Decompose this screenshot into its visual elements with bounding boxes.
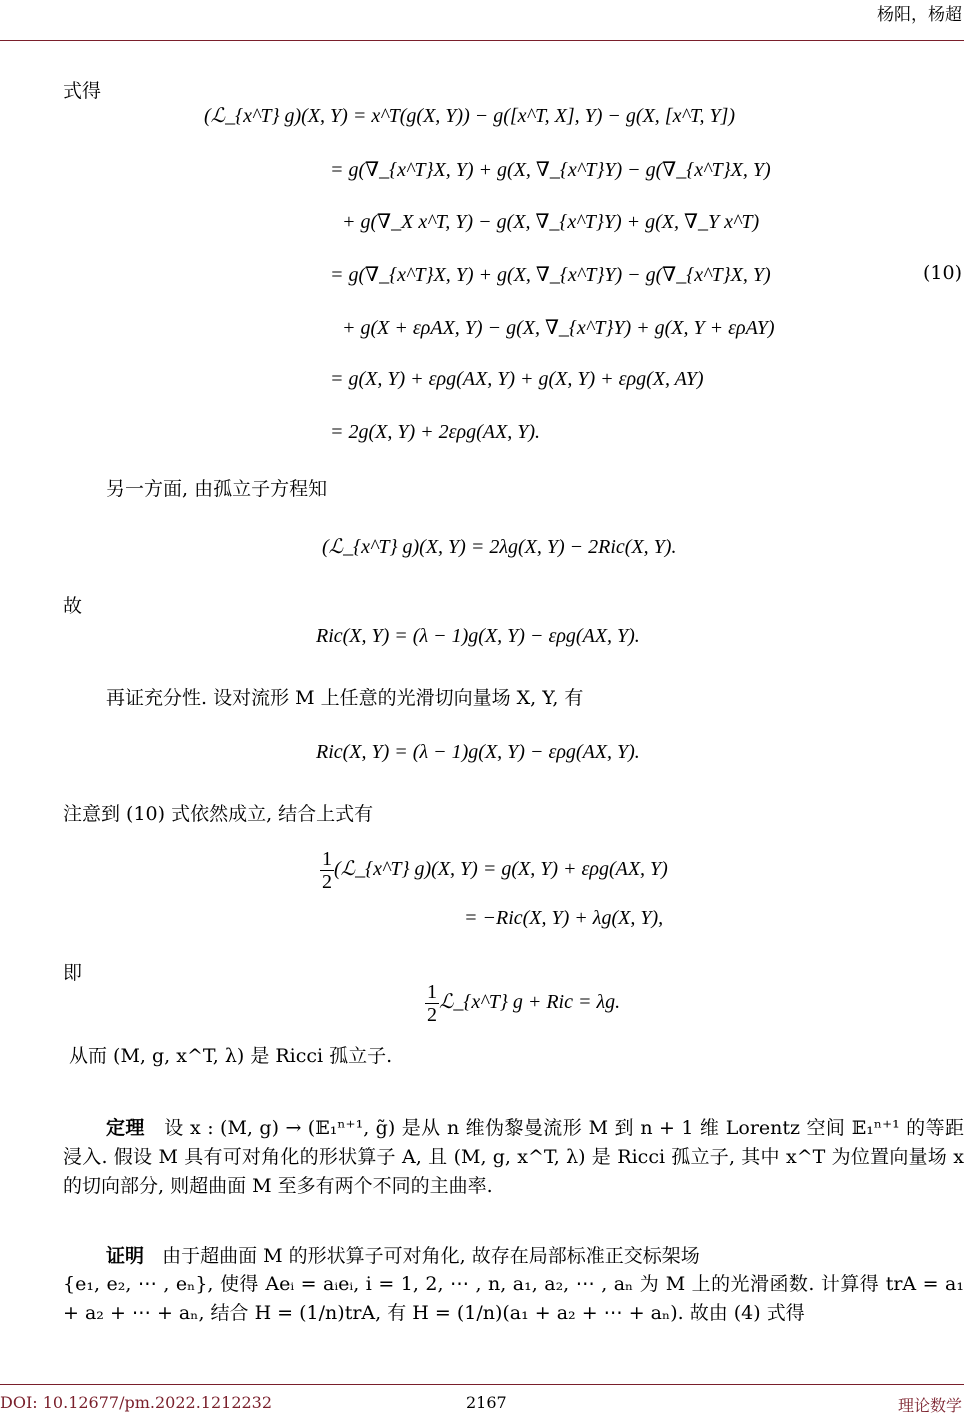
fraction-numerator: 1 — [322, 848, 332, 870]
intro-word: 式得 — [63, 80, 102, 102]
fraction-one-half-final — [425, 981, 439, 1026]
proof-text: {e₁, e₂, ⋯ , eₙ}, 使得 Aeᵢ = aᵢeᵢ, i = 1, 2, ⋯ , n, a₁, a₂, ⋯ , aₙ 为 M 上的光滑函数. 计算得 trA = a₁ + a₂ + ⋯ + aₙ, 结合 H = (1/n)trA, 有 H = (1/n)(a₁ + a₂ + ⋯ + aₙ). 故由 (4) 式得 — [63, 1273, 964, 1324]
eq-half-line-2: = −Ric(X, Y) + λg(X, Y), — [464, 907, 664, 929]
eq10-line-1: (ℒ_{x^T} g)(X, Y) = x^T(g(X, Y)) − g([x^T, X], Y) − g(X, [x^T, Y]) — [204, 105, 736, 127]
therefore-word: 故 — [63, 595, 83, 617]
eq-half-line-1-text: (ℒ_{x^T} g)(X, Y) = g(X, Y) + ερg(AX, Y) — [334, 858, 668, 881]
header-authors: 杨阳，杨超 — [877, 5, 962, 25]
footer-divider — [0, 1384, 964, 1385]
eq10-line-5: + g(X + ερAX, Y) − g(X, ∇_{x^T}Y) + g(X, Y + ερAY) — [342, 317, 775, 339]
fraction-denominator: 2 — [322, 871, 332, 893]
sufficiency-text: 再证充分性. 设对流形 M 上任意的光滑切向量场 X, Y, 有 — [106, 687, 584, 709]
eq10-line-4: = g(∇_{x^T}X, Y) + g(X, ∇_{x^T}Y) − g(∇_{x^T}X, Y) — [330, 264, 771, 286]
fraction-denominator: 2 — [427, 1004, 437, 1026]
eq10-line-6: = g(X, Y) + ερg(AX, Y) + g(X, Y) + ερg(X, AY) — [330, 368, 704, 390]
theorem-label: 定理 — [106, 1117, 145, 1139]
header-divider — [0, 40, 964, 41]
proof-line-1: 由于超曲面 M 的形状算子可对角化, 故存在局部标准正交标架场 — [162, 1245, 700, 1267]
ie-word: 即 — [63, 962, 83, 984]
conclusion-text: 从而 (M, g, x^T, λ) 是 Ricci 孤立子. — [69, 1045, 393, 1067]
fraction-numerator: 1 — [427, 981, 437, 1003]
eq10-line-7: = 2g(X, Y) + 2ερg(AX, Y). — [330, 421, 541, 443]
footer-doi[interactable]: DOI: 10.12677/pm.2022.1212232 — [0, 1393, 273, 1412]
eq10-line-2: = g(∇_{x^T}X, Y) + g(X, ∇_{x^T}Y) − g(∇_{x^T}X, Y) — [330, 159, 771, 181]
page-number: 2167 — [466, 1393, 507, 1412]
proof-label: 证明 — [106, 1245, 145, 1267]
eq-final — [425, 981, 620, 1026]
note-text: 注意到 (10) 式依然成立, 结合上式有 — [63, 803, 374, 825]
soliton-intro: 另一方面, 由孤立子方程知 — [106, 478, 328, 500]
eq-final-text: ℒ_{x^T} g + Ric = λg. — [439, 991, 621, 1014]
eq-soliton: (ℒ_{x^T} g)(X, Y) = 2λg(X, Y) − 2Ric(X, Y). — [322, 536, 677, 558]
equation-number-10: (10) — [922, 262, 962, 284]
eq10-line-3: + g(∇_X x^T, Y) − g(X, ∇_{x^T}Y) + g(X, ∇_Y x^T) — [342, 211, 760, 233]
eq-half-line-1 — [320, 848, 668, 893]
fraction-one-half — [320, 848, 334, 893]
theorem-block — [63, 1114, 964, 1201]
eq-ricci-2: Ric(X, Y) = (λ − 1)g(X, Y) − ερg(AX, Y). — [316, 741, 640, 763]
theorem-text: 设 x : (M, g) → (𝔼₁ⁿ⁺¹, g̃) 是从 n 维伪黎曼流形 M 到 n + 1 维 Lorentz 空间 𝔼₁ⁿ⁺¹ 的等距浸入. 假设 M 具有可对角化的形状算子 A, 且 (M, g, x^T, λ) 是 Ricci 孤立子, 其中 x^T 为位置向量场 x 的切向部分, 则超曲面 M 至多有两个不同的主曲率. — [63, 1117, 964, 1197]
footer-journal: 理论数学 — [897, 1396, 962, 1415]
proof-first-line — [106, 1241, 700, 1268]
eq-ricci-1: Ric(X, Y) = (λ − 1)g(X, Y) − ερg(AX, Y). — [316, 625, 640, 647]
